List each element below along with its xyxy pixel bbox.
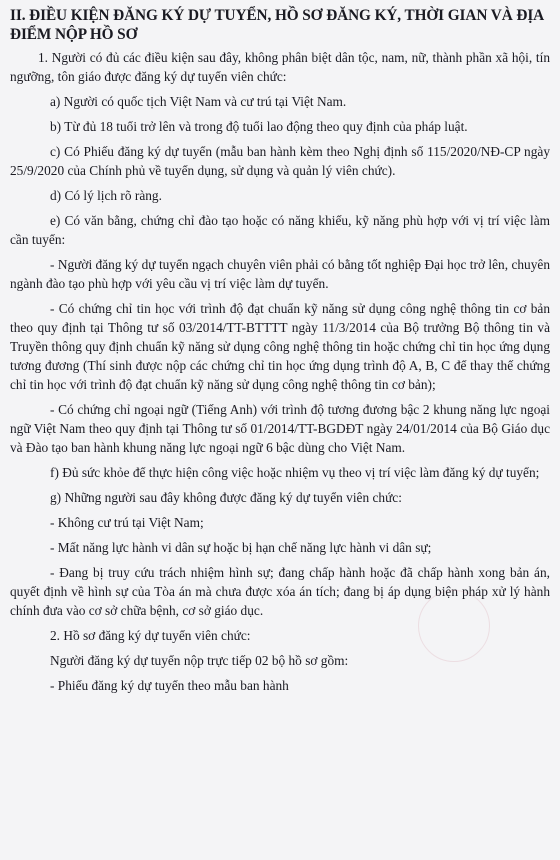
faint-stamp-mark bbox=[418, 590, 490, 662]
paragraph-1: 1. Người có đủ các điều kiện sau đây, không phân biệt dân tộc, nam, nữ, thành phần xã hội, tín ngưỡng, tôn giáo được đăng ký dự tuyển viên chức: bbox=[10, 50, 550, 84]
item-a: a) Người có quốc tịch Việt Nam và cư trú tại Việt Nam. bbox=[50, 94, 347, 109]
item-g-capacity: - Mất năng lực hành vi dân sự hoặc bị hạn chế năng lực hành vi dân sự; bbox=[50, 540, 432, 555]
item-e: e) Có văn bằng, chứng chỉ đào tạo hoặc có năng khiếu, kỹ năng phù hợp với vị trí việc làm cần tuyển: bbox=[10, 213, 550, 247]
item-e-it-certificate: - Có chứng chỉ tin học với trình độ đạt chuẩn kỹ năng sử dụng công nghệ thông tin cơ bản theo quy định tại Thông tư số 03/2014/TT-BTTTT ngày 11/3/2014 của Bộ trưởng Bộ thông tin và Truyền thông quy định chuẩn kỹ năng sử dụng công nghệ thông tin hoặc chứng chỉ tin học ứng dụng tương đương (Thí sinh được nộp các chứng chỉ tin học ứng dụng trình độ A, B, C để thay thế chứng chỉ tin học với trình độ đạt chuẩn kỹ năng sử dụng công nghệ thông tin cơ bản); bbox=[10, 301, 550, 392]
item-e-language-certificate: - Có chứng chỉ ngoại ngữ (Tiếng Anh) với trình độ tương đương bậc 2 khung năng lực ngoại ngữ Việt Nam theo quy định tại Thông tư số 01/2014/TT-BGDĐT ngày 24/01/2014 của Bộ Giáo dục và Đào tạo ban hành khung năng lực ngoại ngữ 6 bậc dùng cho Việt Nam. bbox=[10, 402, 550, 455]
paragraph-2: 2. Hồ sơ đăng ký dự tuyển viên chức: bbox=[50, 628, 251, 643]
item-d: d) Có lý lịch rõ ràng. bbox=[50, 188, 162, 203]
item-g-residence: - Không cư trú tại Việt Nam; bbox=[50, 515, 204, 530]
item-c: c) Có Phiếu đăng ký dự tuyển (mẫu ban hành kèm theo Nghị định số 115/2020/NĐ-CP ngày 25/9/2020 của Chính phủ về tuyển dụng, sử dụng và quản lý viên chức). bbox=[10, 144, 550, 178]
item-g-criminal: - Đang bị truy cứu trách nhiệm hình sự; đang chấp hành hoặc đã chấp hành xong bản án, quyết định về hình sự của Tòa án mà chưa được xóa án tích; đang bị áp dụng biện pháp xử lý hành chính đưa vào cơ sở chữa bệnh, cơ sở giáo dục. bbox=[10, 565, 550, 618]
item-b: b) Từ đủ 18 tuổi trở lên và trong độ tuổi lao động theo quy định của pháp luật. bbox=[50, 119, 468, 134]
item-f: f) Đủ sức khỏe để thực hiện công việc hoặc nhiệm vụ theo vị trí việc làm đăng ký dự tuyển; bbox=[50, 465, 540, 480]
paragraph-2-intro: Người đăng ký dự tuyển nộp trực tiếp 02 bộ hồ sơ gồm: bbox=[50, 653, 349, 668]
paragraph-2-form: - Phiếu đăng ký dự tuyển theo mẫu ban hành bbox=[50, 678, 289, 693]
item-g: g) Những người sau đây không được đăng ký dự tuyển viên chức: bbox=[50, 490, 402, 505]
item-e-degree: - Người đăng ký dự tuyển ngạch chuyên viên phải có bằng tốt nghiệp Đại học trở lên, chuyên ngành đào tạo phù hợp với yêu cầu vị trí việc làm dự tuyển. bbox=[10, 257, 550, 291]
section-heading: II. ĐIỀU KIỆN ĐĂNG KÝ DỰ TUYỂN, HỒ SƠ ĐĂNG KÝ, THỜI GIAN VÀ ĐỊA ĐIỂM NỘP HỒ SƠ bbox=[10, 7, 544, 43]
